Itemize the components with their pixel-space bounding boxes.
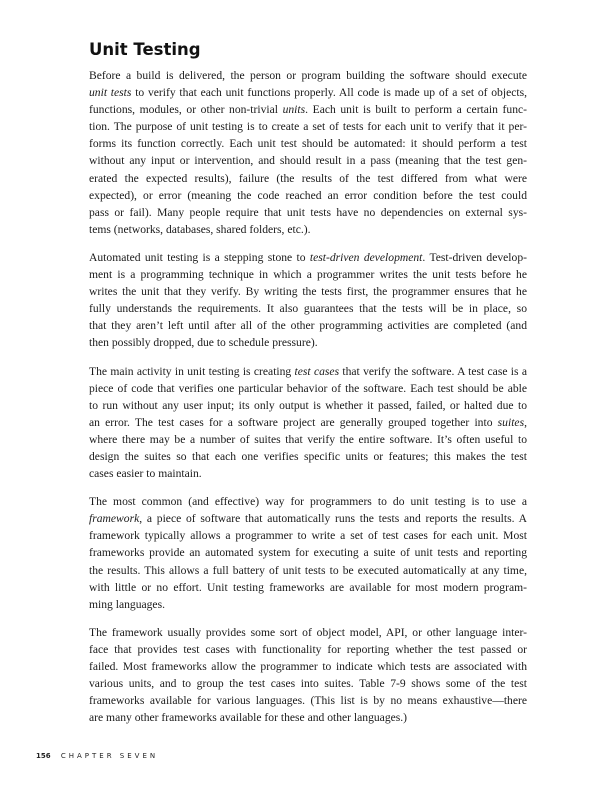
text-line: pass or fail). Many people require that unit tests have no dependencies on external sys-: [89, 205, 527, 219]
text-line: unit tests to verify that each unit functions properly. All code is made up of a set of objects,: [89, 86, 527, 100]
page-footer: [36, 751, 158, 761]
text-line: The most common (and effective) way for programmers to do unit testing is to use a: [89, 495, 527, 509]
text-line: design the suites so that each one verifies specific units or features; this makes the test: [89, 449, 527, 463]
text-line: Before a build is delivered, the person or program building the software should execute: [89, 69, 527, 82]
text-line: piece of code that verifies one particular behavior of the software. Each test should be able: [89, 381, 527, 395]
text-line: framework, a piece of software that automatically runs the tests and reports the results. A: [89, 512, 527, 526]
text-line: the results. This allows a full battery of unit tests to be executed automatically at any time,: [89, 563, 527, 577]
paragraph-3: [89, 363, 527, 483]
text-line: ming languages.: [89, 597, 165, 611]
text-line: frameworks provide an automated system for executing a suite of unit tests and reporting: [89, 546, 527, 560]
text-line: tion. The purpose of unit testing is to create a set of tests for each unit to verify that it per-: [89, 120, 527, 134]
paragraph-1: [89, 67, 527, 238]
page-number: 156: [36, 752, 51, 760]
text-line: failed. Most frameworks allow the programmer to indicate which tests are associated with: [89, 660, 527, 673]
text-line: then possibly dropped, due to schedule pressure).: [89, 336, 318, 350]
text-line: forms its function correctly. Each unit test should be automated: it should perform a test: [89, 137, 527, 151]
text-line: The main activity in unit testing is creating test cases that verify the software. A test case is a: [89, 364, 527, 378]
text-line: Automated unit testing is a stepping stone to test-driven development. Test-driven develop-: [89, 250, 527, 264]
text-line: expected), or error (meaning the code reached an error condition before the test could: [89, 188, 527, 202]
text-line: ment is a programming technique in which a programmer writes the unit tests before he: [89, 268, 527, 282]
text-line: tems (networks, databases, shared folders, etc.).: [89, 222, 311, 236]
paragraph-2: [89, 249, 527, 352]
text-line: cases easier to maintain.: [89, 467, 202, 481]
text-line: without any input or intervention, and should result in a pass (meaning that the test gen-: [89, 154, 527, 168]
text-line: various units, and to group the test cases into suites. Table 7-9 shows some of the test: [89, 677, 527, 691]
text-line: an error. The test cases for a software project are generally grouped together into suites,: [89, 415, 527, 429]
running-footer-chapter: CHAPTER SEVEN: [60, 752, 159, 760]
text-line: frameworks available for various languages. (This list is by no means exhaustive—there: [89, 694, 527, 708]
text-line: where there may be a number of suites that verify the entire software. It’s often useful to: [89, 432, 527, 446]
text-line: framework typically allows a programmer to write a set of test cases for each unit. Most: [89, 529, 527, 543]
text-line: with little or no effort. Unit testing frameworks are available for most modern program-: [89, 580, 527, 594]
text-line: erated the expected results), failure (the results of the test differed from what were: [89, 171, 527, 185]
text-line: functions, modules, or other non-trivial units. Each unit is built to perform a certain func-: [89, 103, 527, 117]
text-line: writes the unit that they verify. By writing the tests first, the programmer ensures that he: [89, 285, 527, 299]
text-line: are many other frameworks available for these and other languages.): [89, 711, 408, 725]
paragraph-5: [89, 624, 527, 727]
section-heading: Unit Testing: [89, 40, 201, 59]
body-text: [89, 67, 527, 737]
text-line: The framework usually provides some sort of object model, API, or other language inter-: [89, 625, 527, 639]
text-line: face that provides test cases with functionality for reporting whether the test passed or: [89, 642, 527, 656]
text-line: to run without any user input; its only output is whether it passed, failed, or halted due to: [89, 398, 527, 412]
text-line: fully understands the requirements. It also guarantees that the tests will be in place, so: [89, 302, 527, 316]
text-line: that they aren’t left until after all of the other programming activities are completed (and: [89, 319, 527, 333]
paragraph-4: [89, 493, 527, 613]
